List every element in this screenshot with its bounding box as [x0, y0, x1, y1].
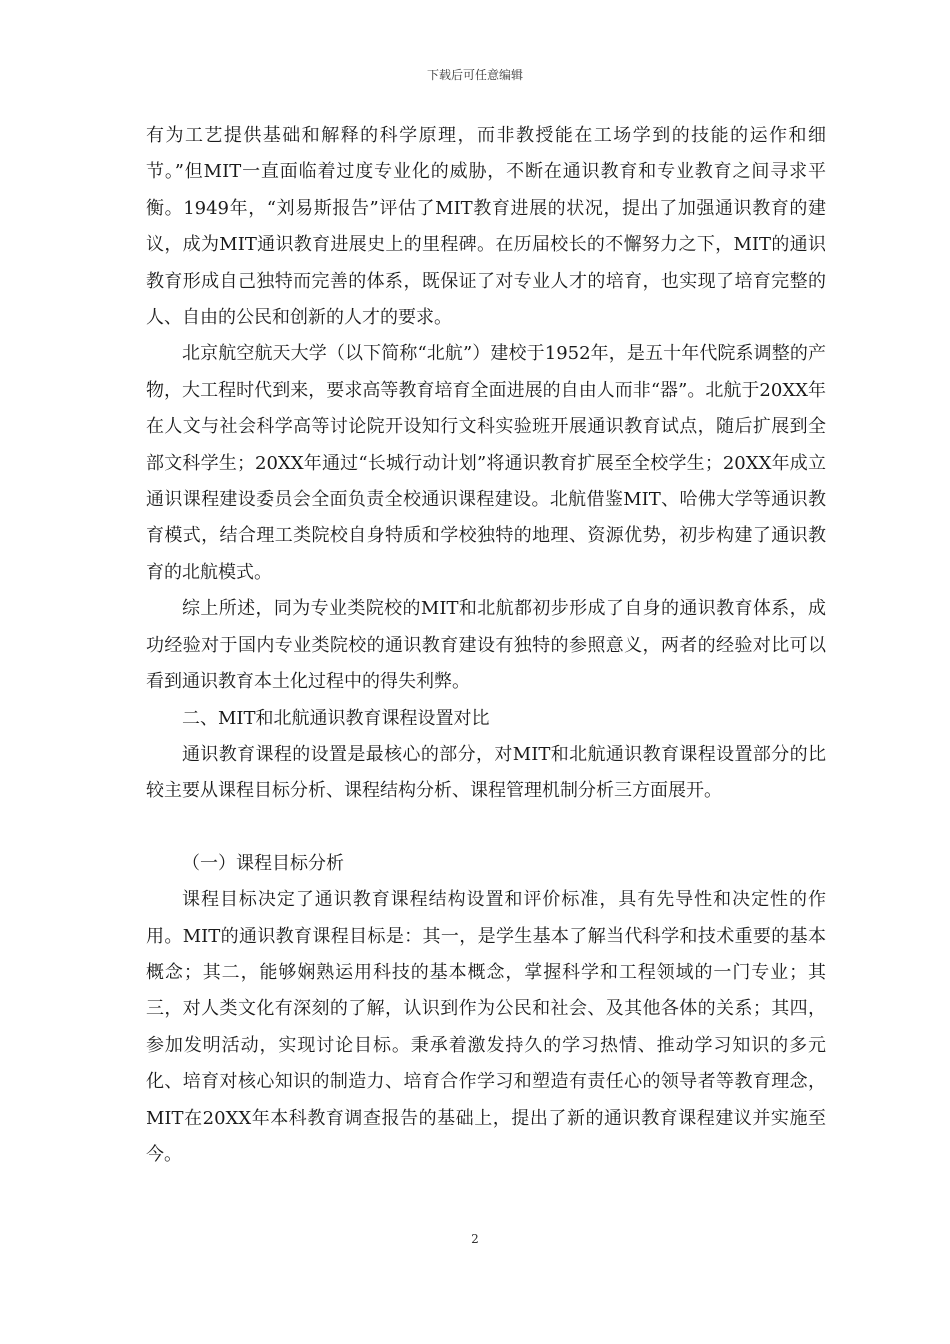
page-number: 2: [471, 1232, 479, 1246]
paragraph-beihang-history: 北京航空航天大学（以下简称“北航”）建校于1952年，是五十年代院系调整的产物，大工程时代到来，要求高等教育培育全面进展的自由人而非“器”。北航于20XX年在人文与社会科学高等讨论院开设知行文科实验班开展通识教育试点，随后扩展到全部文科学生；20XX年通过“长城行动计划”将通识教育扩展至全校学生；20XX年成立通识课程建设委员会全面负责全校通识课程建设。北航借鉴MIT、哈佛大学等通识教育模式，结合理工类院校自身特质和学校独特的地理、资源优势，初步构建了通识教育的北航模式。: [146, 343, 826, 583]
paragraph-course-goals: 课程目标决定了通识教育课程结构设置和评价标准，具有先导性和决定性的作用。MIT的通识教育课程目标是：其一，是学生基本了解当代科学和技术重要的基本概念；其二，能够娴熟运用科技的基本概念，掌握科学和工程领域的一门专业；其三，对人类文化有深刻的了解，认识到作为公民和社会、及其他各体的关系；其四，参加发明活动，实现讨论目标。秉承着激发持久的学习热情、推动学习知识的多元化、培育对核心知识的制造力、培育合作学习和塑造有责任心的领导者等教育理念，MIT在20XX年本科教育调查报告的基础上，提出了新的通识教育课程建议并实施至今。: [146, 889, 826, 1165]
page-header: 下载后可任意编辑: [426, 68, 523, 82]
paragraph-course-intro: 通识教育课程的设置是最核心的部分，对MIT和北航通识教育课程设置部分的比较主要从课程目标分析、课程结构分析、课程管理机制分析三方面展开。: [146, 743, 826, 802]
section-heading-course-comparison: 二、MIT和北航通识教育课程设置对比: [182, 707, 490, 729]
document-body: [146, 118, 826, 1173]
blank-line: [146, 810, 826, 846]
subsection-heading-course-goals: （一）课程目标分析: [182, 852, 344, 874]
paragraph-mit-history: 有为工艺提供基础和解释的科学原理，而非教授能在工场学到的技能的运作和细节。”但MIT一直面临着过度专业化的威胁，不断在通识教育和专业教育之间寻求平衡。1949年，“刘易斯报告”评估了MIT教育进展的状况，提出了加强通识教育的建议，成为MIT通识教育进展史上的里程碑。在历届校长的不懈努力之下，MIT的通识教育形成自己独特而完善的体系，既保证了对专业人才的培育，也实现了培育完整的人、自由的公民和创新的人才的要求。: [146, 125, 826, 329]
paragraph-summary: 综上所述，同为专业类院校的MIT和北航都初步形成了自身的通识教育体系，成功经验对于国内专业类院校的通识教育建设有独特的参照意义，两者的经验对比可以看到通识教育本土化过程中的得失利弊。: [146, 598, 826, 693]
